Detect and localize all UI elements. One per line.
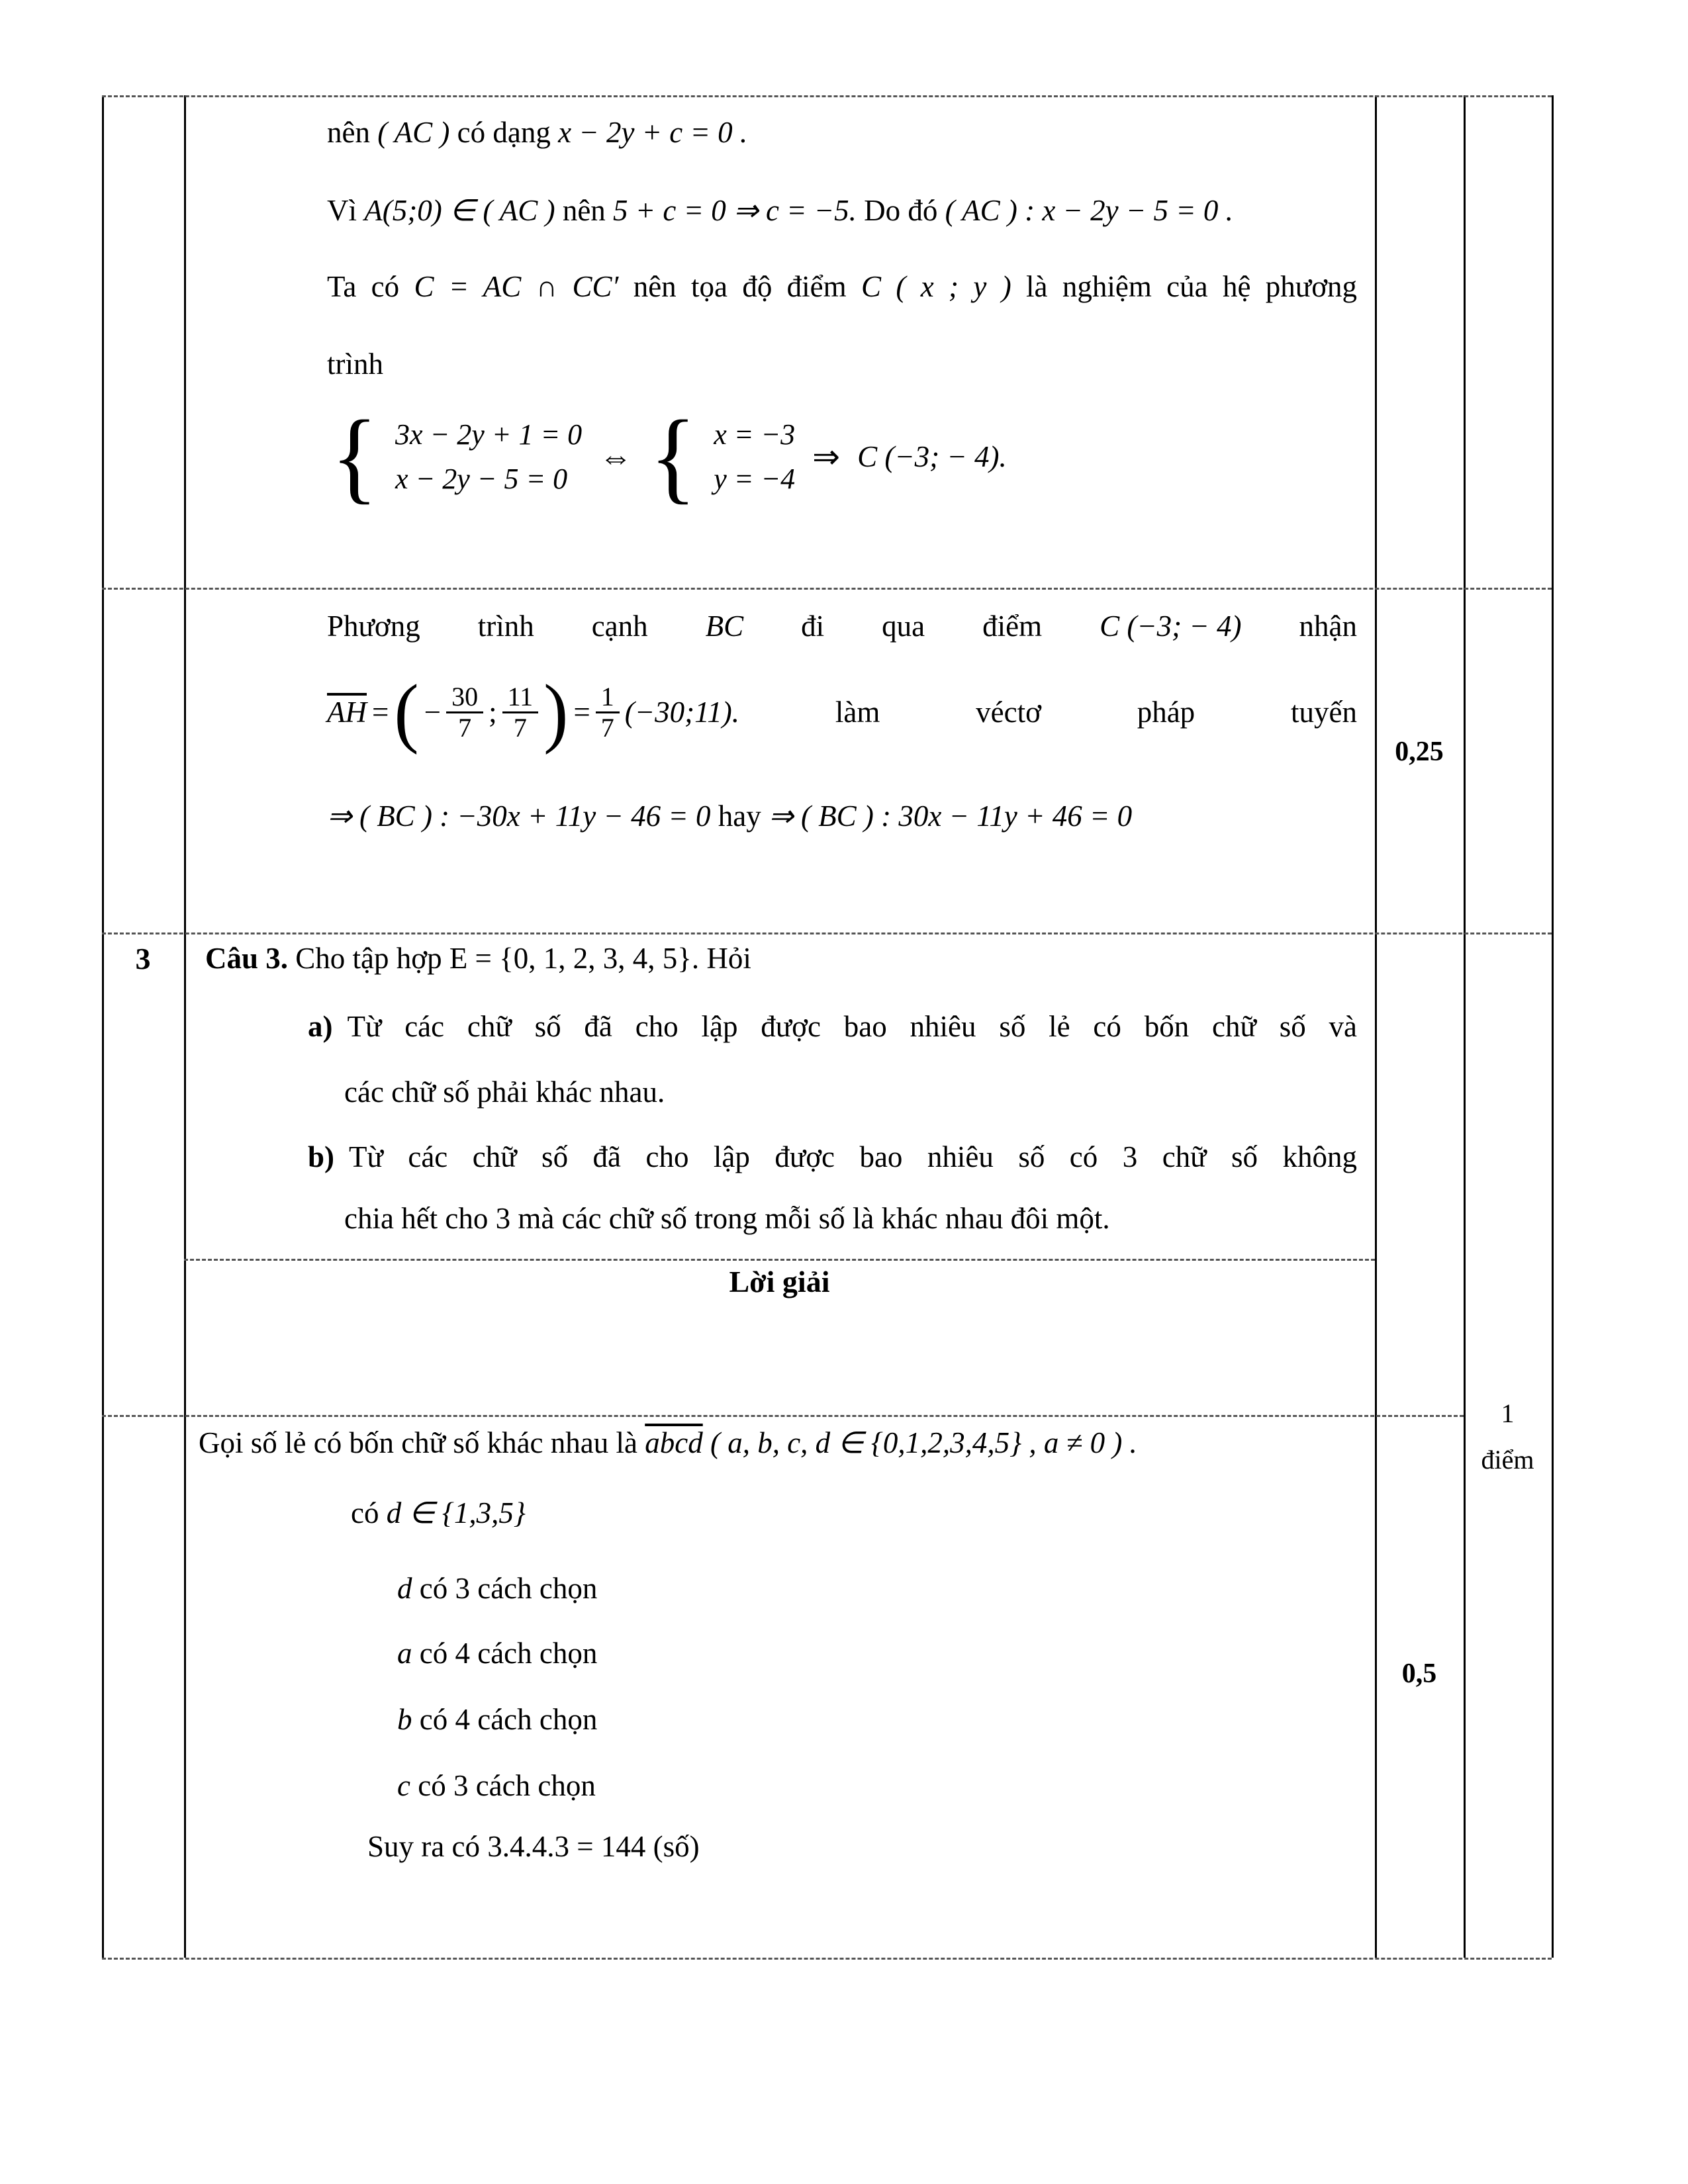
text-segment: trình [327,347,383,381]
q3-item-a-line1 [308,1008,1357,1045]
text-segment: nên [562,194,614,227]
variable-c: c [397,1769,410,1802]
question-number-cell [102,941,184,976]
text-segment: có 4 cách chọn [412,1637,598,1670]
text-segment: có 4 cách chọn [412,1703,598,1736]
text-segment: nên [327,116,378,149]
question-title-label: Câu 3. [205,942,289,975]
variable-d: d [397,1572,412,1605]
text-segment: Do đó [864,194,945,227]
question-title-text: Cho tập hợp E = {0, 1, 2, 3, 4, 5}. Hỏi [288,942,751,975]
left-brace-symbol: { [331,399,379,514]
math-segment: A(5;0) ∈ ( AC ) [364,194,563,227]
text-segment: có 3 cách chọn [410,1769,596,1802]
q3-sol-c-choices [397,1767,596,1804]
q3-sol-co-d-line [351,1494,526,1531]
math-segment: ( AC ) : x − 2y − 5 = 0 . [945,194,1233,227]
math-segment: C ( x ; y ) [861,270,1027,303]
math-segment: 5 + c = 0 ⇒ c = −5. [613,194,865,227]
table-border-left [102,95,104,1958]
score-value: 0,25 [1395,737,1444,767]
text-segment: là nghiệm của hệ phương [1026,270,1357,303]
text-segment: nhận [1299,610,1357,643]
text-segment: (số) [645,1830,700,1863]
variable-b: b [397,1703,412,1736]
equation: x − 2y − 5 = 0 [395,463,568,495]
fraction-denominator: 7 [600,712,614,743]
text-segment: Suy ra có [367,1830,488,1863]
row-divider-2 [102,933,1552,934]
fraction-11-7 [502,682,539,743]
math-segment: C (−3; − 4) [1100,610,1242,643]
math-segment: ⇒ ( BC ) : −30x + 11y − 46 = 0 [327,799,711,833]
text-segment: Gọi số lẻ có bốn chữ số khác nhau là [199,1426,645,1459]
math-segment: (−30;11). [624,695,740,729]
text-segment: có dạng [457,116,559,149]
q3-title-line [205,940,1357,977]
math-segment: ⇒ ( BC ) : 30x − 11y + 46 = 0 [768,799,1133,833]
table-border-right [1552,95,1554,1958]
q3-sol-conclusion [367,1828,700,1865]
q2-line-trinh [327,345,383,383]
q2-line-ac-form [327,114,1357,151]
implies-arrow-icon: ⇒ [812,438,841,475]
fraction-denominator: 7 [513,712,527,743]
big-left-paren: ( [394,668,419,756]
row-divider-1 [102,588,1552,590]
score-05 [1375,1658,1464,1690]
q2b-line-vector-ah [327,668,1357,756]
text-segment: hay [710,799,769,833]
q3-sol-goi-line [199,1424,1364,1461]
text-segment: tuyến [1291,695,1357,729]
q2-line-ta-co [327,268,1357,305]
equation: x = −3 [714,418,796,451]
item-a-text-2: các chữ số phải khác nhau. [344,1075,665,1109]
q3-item-a-line2 [344,1073,665,1111]
math-segment: d ∈ {1,3,5} [386,1496,526,1529]
solution-heading: Lời giải [729,1265,830,1298]
big-right-paren: ) [543,668,569,756]
q3-sol-b-choices [397,1701,597,1738]
score-value: 0,5 [1401,1659,1437,1689]
fraction-30-7 [446,682,483,743]
vector-ah-expression [327,668,740,756]
vector-ah-symbol: $\overline{AH}$ [327,695,367,729]
q2b-line-bc-result [327,797,1360,835]
text-segment: nên tọa độ điểm [633,270,862,303]
equals-sign: = [573,695,590,729]
loi-giai-divider-bottom [102,1415,1464,1417]
text-segment: điểm [982,610,1043,643]
question-number: 3 [135,942,151,976]
semicolon: ; [489,695,497,729]
total-points-word: điểm [1481,1445,1534,1475]
text-segment: Phương [327,610,420,643]
q3-sol-d-choices [397,1570,597,1607]
system-equations-2 [714,418,795,496]
loi-giai-divider-top [184,1259,1375,1261]
math-segment: 3.4.4.3 = 144 [487,1830,646,1863]
fraction-denominator: 7 [458,712,472,743]
item-b-label: b) [308,1140,335,1173]
q3-sol-a-choices [397,1635,597,1672]
system-equations-1 [395,418,582,496]
fraction-1-7 [596,682,620,743]
math-segment: x − 2y + c = 0 . [558,116,748,149]
text-segment: trình [477,610,534,643]
q3-item-b-line1 [308,1138,1357,1175]
math-segment: BC [705,610,744,643]
fraction-numerator: 30 [446,682,483,713]
text-segment: cạnh [591,610,648,643]
math-segment: ( AC ) [377,116,457,149]
loi-giai-heading [184,1264,1375,1299]
iff-arrow-icon: ⇔ [599,438,633,475]
q2-equation-system [331,399,1007,514]
text-segment: đi [801,610,825,643]
q2-line-vi-a [327,192,1360,229]
item-b-text: Từ các chữ số đã cho lập được bao nhiêu số có 3 chữ số không [349,1140,1357,1173]
text-segment: qua [882,610,925,643]
total-points-line2 [1464,1444,1552,1475]
text-segment: có 3 cách chọn [412,1572,598,1605]
table-border-top [102,95,1552,97]
left-brace-symbol: { [649,399,697,514]
equation: y = −4 [714,463,796,495]
q3-item-b-line2 [344,1200,1110,1237]
abcd-overline: abcd [645,1426,703,1459]
text-segment: pháp [1137,695,1196,729]
text-segment: véctơ [976,695,1041,729]
math-segment: C (−3; − 4). [857,439,1007,473]
text-segment: Vì [327,194,365,227]
fraction-numerator: 11 [502,682,539,713]
equals-sign: = [372,695,389,729]
variable-a: a [397,1637,412,1670]
math-segment: C = AC ∩ CC′ [414,270,633,303]
table-border-col4 [1464,95,1466,1958]
text-segment: Ta có [327,270,414,303]
text-segment: có [351,1496,387,1529]
total-points-line1 [1464,1398,1552,1429]
item-a-label: a) [308,1010,333,1043]
math-segment: ( a, b, c, d ∈ {0,1,2,3,4,5} , a ≠ 0 ) . [702,1426,1137,1459]
item-a-text: Từ các chữ số đã cho lập được bao nhiêu số lẻ có bốn chữ số và [347,1010,1357,1043]
fraction-numerator: 1 [596,682,620,713]
minus-sign: − [424,695,442,729]
total-points-number: 1 [1501,1398,1515,1428]
q2b-line-phuong-trinh [327,608,1357,645]
table-border-col2 [184,95,186,1958]
table-border-bottom [102,1958,1552,1960]
text-segment: làm [835,695,880,729]
score-025 [1375,736,1464,768]
item-b-text-2: chia hết cho 3 mà các chữ số trong mỗi số là khác nhau đôi một. [344,1202,1110,1235]
equation: 3x − 2y + 1 = 0 [395,418,583,451]
